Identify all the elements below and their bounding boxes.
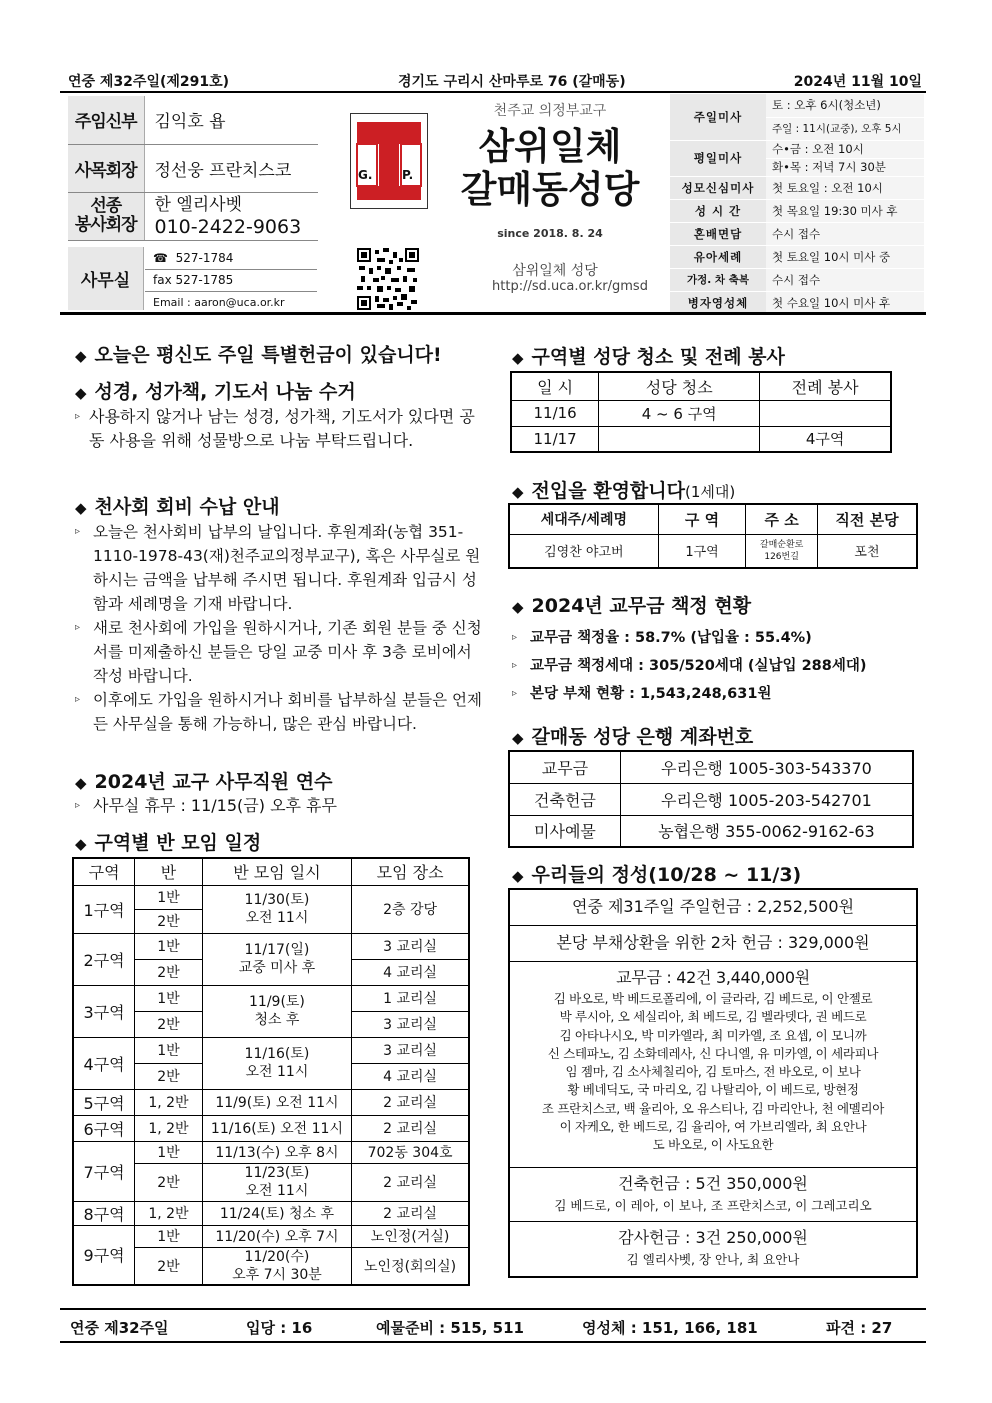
group-cell: 1반 [135,1225,203,1247]
schedule-label: 가정. 차 축복 [670,268,766,291]
zone-cell: 4구역 [73,1037,135,1089]
communion-hymn: 영성체 : 151, 166, 181 [582,1319,758,1337]
meeting-time: 11/16(토) 오전 11시 [202,1037,351,1089]
budget-summary: ▹ 교무금 책정율 : 58.7% (납입율 : 55.4%) ▹ 교무금 책정세대 : 305/520세대 (실납입 288세대) ▹ 본당 부채 현황 : 1,543,248,631원 [512,630,867,702]
section-title: ◆ 갈매동 성당 은행 계좌번호 [512,726,754,748]
offering-sunday: 연중 제31주일 주일헌금 : 2,252,500원 [510,890,916,926]
schedule-label: 병자영성체 [670,291,766,314]
schedule-label: 주일미사 [670,94,766,140]
section-title: ◆ 2024년 교구 사무직원 연수 [75,771,333,793]
meeting-time: 11/20(수) 오후 7시 30분 [202,1247,351,1285]
meeting-place: 2층 강당 [352,885,469,933]
zone-cell: 3구역 [73,985,135,1037]
schedule-label: 성 시 간 [670,199,766,222]
group-cell: 2반 [135,1163,203,1201]
offerings-box [508,888,918,1278]
office-fax: fax 527-1785 [145,269,317,291]
council-name: 정선웅 프란치스코 [144,144,318,192]
group-cell: 2반 [135,1247,203,1285]
schedule-label: 평일미사 [670,140,766,176]
newcomer-table [508,503,918,569]
meeting-place: 1 교리실 [352,985,469,1011]
column-header: 일 시 [511,372,599,400]
table-cell [599,426,760,452]
office-label: 사무실 [68,247,144,310]
building-title: 건축헌금 : 5건 350,000원 [618,1174,808,1193]
offering-debt: 본당 부채상환을 위한 2차 헌금 : 329,000원 [510,926,916,962]
meeting-place: 4 교리실 [352,1063,469,1089]
account-label: 미사예물 [509,815,620,847]
group-cell: 2반 [135,909,203,933]
office-phone: 527-1784 [175,250,234,265]
group-cell: 1반 [135,933,203,959]
qr-code[interactable] [357,248,419,310]
schedule-value: 수시 접수 [766,268,924,291]
logo-letter-g: G. [358,168,373,182]
paragraph: ▹ 사용하지 않거나 남는 성경, 성가책, 기도서가 있다면 공동 사용을 위해 성물방으로 나눔 부탁드립니다. [75,407,475,450]
meeting-time: 11/30(토) 오전 11시 [202,885,351,933]
offering-building: 건축헌금 : 5건 350,000원 김 베드로, 이 레아, 이 보나, 조 프란치스코, 이 그레고리오 [510,1168,916,1222]
account-number: 농협은행 355-0062-9162-63 [620,815,913,847]
zone-cell: 8구역 [73,1201,135,1225]
website-label: 삼위일체 성당 [512,263,598,279]
council-label: 사목회장 [68,144,144,192]
paragraph: ▹ 오늘은 천사회비 납부의 날입니다. 후원계좌(농협 351-1110-1978-43(재)천주교의정부교구), 혹은 사무실로 원하시는 금액을 납부해 주시면 됩니다. 후원계좌 입금시 성함과 세례명을 기재 바랍니다. ▹ 새로 천사회에 가입을 원하시거나, 기존 회원 분들 중 신청서를 미제출하신 분들은 당일 교중 미사 후 3층 로비에서 작성 바랍니다. ▹ 이후에도 가입을 원하시거나 회비를 납부하실 분들은 언제든 사무실을 통해 가능하니, 많은 관심 바랍니다. [75,523,482,733]
table-cell [760,400,891,426]
zone-cell: 7구역 [73,1141,135,1201]
section-title: ◆ 오늘은 평신도 주일 특별헌금이 있습니다! [75,344,442,366]
meeting-place: 3 교리실 [352,1037,469,1063]
meeting-time: 11/24(토) 청소 후 [202,1201,351,1225]
table-cell: 포천 [817,534,917,568]
table-cell: 4 ~ 6 구역 [599,400,760,426]
meeting-time: 11/13(수) 오후 8시 [202,1141,351,1163]
pastor-label: 주임신부 [68,96,144,144]
church-logo [350,113,428,209]
schedule-label: 성모신심미사 [670,176,766,199]
section-title: ◆ 2024년 교무금 책정 현황 [512,595,752,617]
mission-value: 한 엘리사벳 010-2422-9063 [144,192,318,240]
meeting-place: 4 교리실 [352,959,469,985]
schedule-value: 첫 수요일 10시 미사 후 [766,291,924,314]
pastor-name: 김익호 욥 [144,96,318,144]
schedule-label: 유아세례 [670,245,766,268]
schedule-value: 수•금 : 오전 10시 [766,140,924,158]
column-header: 구역 [73,858,135,885]
column-header: 구 역 [658,504,746,534]
paragraph: ▹ 사무실 휴무 : 11/15(금) 오후 휴무 [75,796,337,815]
section-title: ◆ 천사회 회비 수납 안내 [75,496,280,518]
schedule-value: 토 : 오후 6시(청소년) [766,94,924,117]
liturgy-week: 연중 제32주일 [70,1319,169,1337]
account-label: 교무금 [509,751,620,783]
group-cell: 1, 2반 [135,1115,203,1141]
zone-cell: 5구역 [73,1089,135,1115]
schedule-value: 화•목 : 저녁 7시 30분 [766,158,924,176]
meeting-place: 702동 304호 [352,1141,469,1163]
meeting-place: 2 교리실 [352,1163,469,1201]
founded-date: since 2018. 8. 24 [497,227,603,240]
meeting-place: 2 교리실 [352,1201,469,1225]
group-cell: 2반 [135,1063,203,1089]
section-title: ◆ 우리들의 정성(10/28 ~ 11/3) [512,864,802,886]
account-label: 건축헌금 [509,783,620,815]
schedule-label: 혼배면담 [670,222,766,245]
recessional-hymn: 파견 : 27 [826,1319,893,1337]
table-cell: 11/17 [511,426,599,452]
account-number: 우리은행 1005-303-543370 [620,751,913,783]
schedule-value: 수시 접수 [766,222,924,245]
schedule-value: 첫 목요일 19:30 미사 후 [766,199,924,222]
schedule-value: 첫 토요일 : 오전 10시 [766,176,924,199]
meeting-place: 3 교리실 [352,1011,469,1037]
column-header: 전례 봉사 [760,372,891,400]
meeting-time: 11/9(토) 청소 후 [202,985,351,1037]
thanks-title: 감사헌금 : 3건 250,000원 [618,1228,808,1247]
meeting-time: 11/20(수) 오후 7시 [202,1225,351,1247]
group-cell: 2반 [135,959,203,985]
top-rule [60,91,926,93]
account-number: 우리은행 1005-203-542701 [620,783,913,815]
group-cell: 1, 2반 [135,1089,203,1115]
zone-cell: 1구역 [73,885,135,933]
mass-schedule-table [670,94,924,315]
office-contacts [145,247,317,314]
meeting-time: 11/17(일) 교중 미사 후 [202,933,351,985]
meeting-time: 11/16(토) 오전 11시 [202,1115,351,1141]
column-header: 모임 장소 [352,858,469,885]
table-cell: 김영찬 야고버 [509,534,658,568]
offertory-hymn: 예물준비 : 515, 511 [376,1319,524,1337]
cleaning-table [510,371,892,453]
table-cell: 갈매순환로 126번길 [746,534,818,568]
offering-thanks: 감사헌금 : 3건 250,000원 김 엘리사벳, 장 안나, 최 요안나 [510,1222,916,1276]
section-title: ◆ 구역별 성당 청소 및 전례 봉사 [512,346,785,368]
section-title: ◆ 성경, 성가책, 기도서 나눔 수거 [75,381,356,403]
church-address: 경기도 구리시 산마루로 76 (갈매동) [398,74,626,90]
column-header: 주 소 [746,504,818,534]
meeting-time: 11/9(토) 오전 11시 [202,1089,351,1115]
bank-accounts-table [508,750,914,848]
group-cell: 1, 2반 [135,1201,203,1225]
group-cell: 1반 [135,1037,203,1063]
column-header: 반 모임 일시 [202,858,351,885]
church-name-line2: 갈매동성당 [460,168,640,211]
mission-label: 선종 봉사회장 [68,192,144,240]
section-title: ◆ 전입을 환영합니다(1세대) [512,480,736,502]
zone-cell: 6구역 [73,1115,135,1141]
column-header: 반 [135,858,203,885]
website-link[interactable]: http://sd.uca.or.kr/gmsd [492,279,648,294]
bottom-bar [70,1317,920,1339]
offering-tithe: 교무금 : 42건 3,440,000원 김 바오로, 박 베드로폴리에, 이 글라라, 김 베드로, 이 안젤로 박 루시아, 오 세실리아, 최 베드로, 김 벨라뎃다, 권 베드로 김 아타나시오, 박 미카엘라, 최 미카엘, 조 요셉, 이 모니까 신 스테파노, 김 소화데레사, 신 다니엘, 유 미카엘, 이 세라피나 임 젬마, 김 소사체칠리아, 김 토마스, 전 바오로, 이 보나 황 베네딕도, 국 마리오, 김 나탈리아, 이 베드로, 방현정 조 프란치스코, 백 율리아, 오 유스티나, 김 마리안나, 천 에멜리아 이 자케오, 한 베드로, 김 율리아, 여 가브리엘라, 최 요안나 도 바오로, 이 사도요한 [510,962,916,1168]
group-cell: 1반 [135,985,203,1011]
phone-icon: ☎ [153,250,168,265]
church-name-line1: 삼위일체 [478,125,622,168]
bottom-rule [60,1341,926,1343]
top-bar [68,71,922,93]
group-cell: 1반 [135,885,203,909]
table-cell: 11/16 [511,400,599,426]
column-header: 직전 본당 [817,504,917,534]
section-title: ◆ 구역별 반 모임 일정 [75,832,262,854]
meeting-schedule-table [72,857,470,1286]
meeting-place: 2 교리실 [352,1089,469,1115]
table-cell: 4구역 [760,426,891,452]
group-cell: 1반 [135,1141,203,1163]
schedule-value: 첫 토요일 10시 미사 중 [766,245,924,268]
zone-cell: 9구역 [73,1225,135,1285]
meeting-time: 11/23(토) 오전 11시 [202,1163,351,1201]
zone-cell: 2구역 [73,933,135,985]
meeting-place: 노인정(거실) [352,1225,469,1247]
issue-date: 2024년 11월 10일 [793,74,922,90]
column-header: 세대주/세례명 [509,504,658,534]
masthead-rule [60,312,926,315]
meeting-place: 노인정(회의실) [352,1247,469,1285]
logo-letter-p: P. [402,168,414,182]
bottom-rule-top [60,1308,926,1310]
table-cell: 1구역 [658,534,746,568]
diocese-name: 천주교 의정부교구 [493,103,607,119]
meeting-place: 2 교리실 [352,1115,469,1141]
meeting-place: 3 교리실 [352,933,469,959]
tithe-title: 교무금 : 42건 3,440,000원 [616,968,810,987]
schedule-value: 주일 : 11시(교중), 오후 5시 [766,117,924,140]
entrance-hymn: 입당 : 16 [246,1319,313,1337]
staff-table [68,96,318,241]
issue-number: 연중 제32주일(제291호) [68,74,230,90]
column-header: 성당 청소 [599,372,760,400]
group-cell: 2반 [135,1011,203,1037]
office-email: Email : aaron@uca.or.kr [145,291,317,313]
